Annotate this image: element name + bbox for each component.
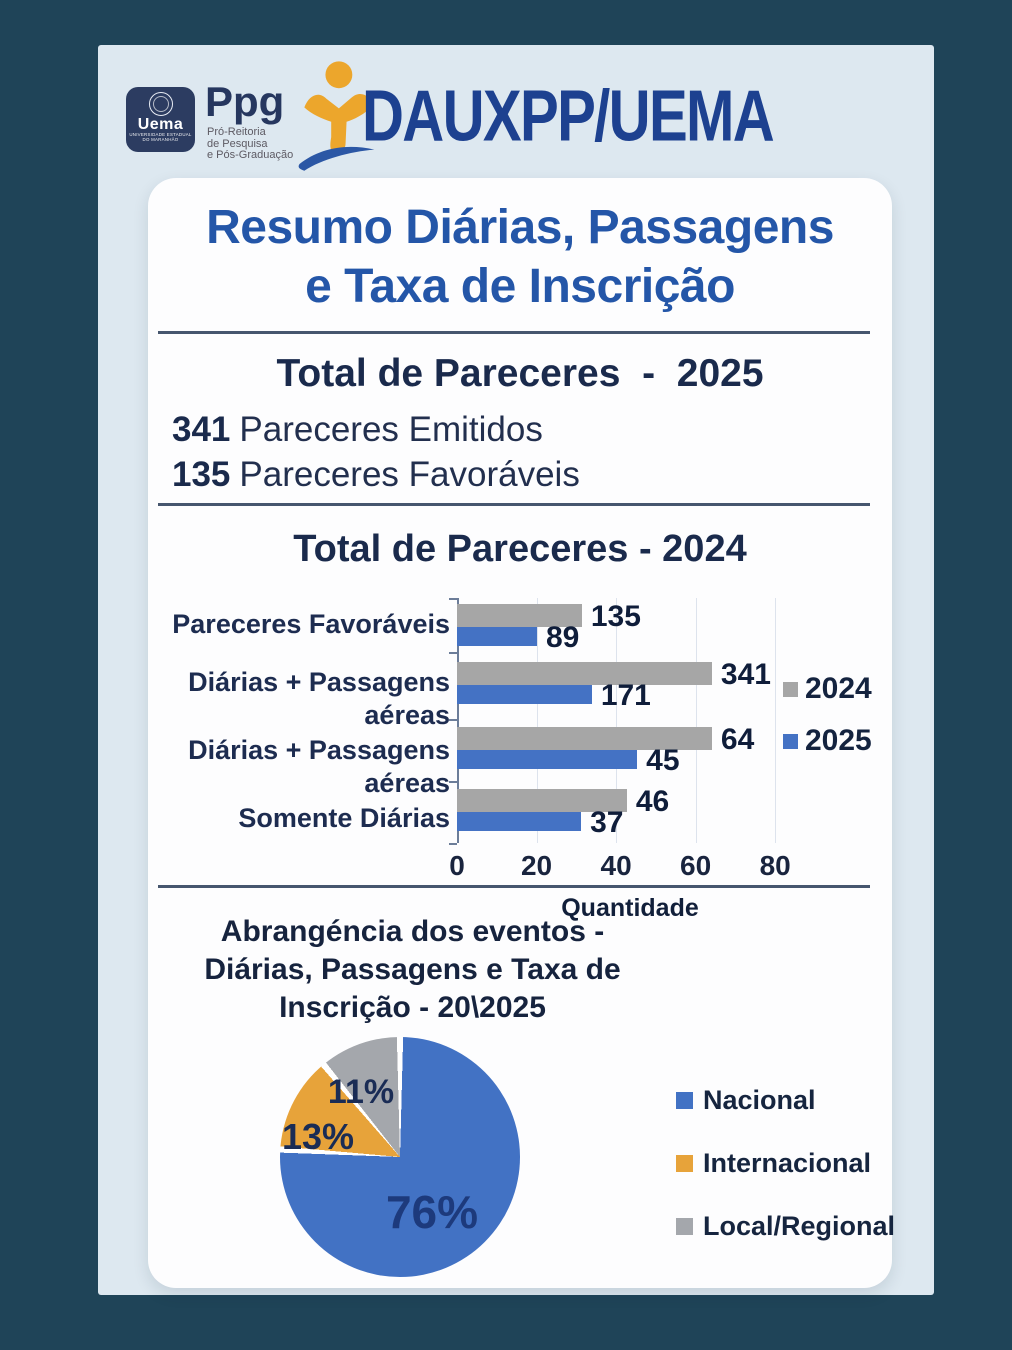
ppg-logo-title: Ppg [205,78,285,125]
x-axis-tick-label: 80 [759,850,791,881]
stat-value: 341 [172,410,231,449]
bar-category-label-line: Diárias + Passagens [188,735,450,765]
bar-value-label: 46 [635,784,670,818]
bar-value-label: 89 [545,620,580,654]
pie-legend-item-2 [676,1211,895,1242]
section-divider [158,503,870,506]
uema-seal-icon [149,92,173,116]
poster-title-line2: e Taxa de Inscrição [305,260,735,313]
x-axis-title: Quantidade [561,894,699,922]
ppg-subtitle-line: de Pesquisa [207,137,268,150]
poster-title-line1: Resumo Diárias, Passagens [206,201,834,254]
bar-category-label [150,608,450,641]
pie-legend-item-1 [676,1148,871,1179]
y-axis-tickmark [449,781,457,783]
bar-value-label: 135 [590,599,641,633]
bar-category-label [150,802,450,835]
stat-pareceres-favoraveis [172,455,580,495]
pie-chart-title-line2: Diárias, Passagens e Taxa de [204,953,621,986]
bar-value-label: 64 [720,722,755,756]
bar-2024-1 [457,662,712,685]
heading-total-pareceres-2024: Total de Pareceres - 2024 [293,528,747,570]
x-axis-tick-label: 0 [449,850,465,881]
stat-pareceres-emitidos [172,410,543,450]
pie-chart-title [150,913,675,1027]
bar-category-label-line: Diárias + Passagens [188,667,450,697]
legend-swatch [783,734,798,749]
pie-chart-title-line1: Abrangéncia dos eventos - [220,915,605,948]
bar-value-label: 341 [720,657,771,691]
legend-swatch [676,1092,693,1109]
bar-category-label [150,666,450,732]
x-axis-tick-label: 20 [520,850,553,881]
uema-logo-subtitle-line2: DO MARANHÃO [142,137,179,143]
legend-label: 2025 [805,724,872,757]
stat-label: Pareceres Favoráveis [239,455,580,494]
pie-chart [280,1037,520,1277]
section-divider [158,331,870,334]
ppg-logo-subtitle [207,127,293,162]
bar-chart-gridline [775,598,776,843]
pie-percent-label-local-regional: 11% [327,1073,395,1111]
legend-swatch [676,1218,693,1235]
x-axis-tick-label: 60 [680,850,712,881]
legend-label: Local/Regional [703,1211,896,1241]
uema-logo [126,87,195,152]
bar-legend-item-2024 [783,672,872,706]
poster-title [168,198,872,316]
x-axis-tick-label: 40 [600,850,632,881]
heading-total-pareceres-2025: Total de Pareceres - 2025 [276,352,764,395]
bar-value-label: 37 [590,805,624,839]
section-divider [158,885,870,888]
bar-2025-0 [457,627,537,646]
y-axis-tickmark [449,843,457,845]
legend-label: Internacional [703,1148,872,1178]
stat-value: 135 [172,455,231,494]
bar-value-label: 45 [646,743,680,777]
bar-category-label-line: aéreas [364,700,450,730]
ppg-subtitle-line: Pró-Reitoria [207,126,266,138]
y-axis-tickmark [449,719,457,721]
pie-chart-title-line3: Inscrição - 20\2025 [279,991,546,1024]
bar-category-label-line: aéreas [364,768,450,798]
y-axis-tickmark [449,598,457,600]
pie-percent-label-nacional: 76% [385,1186,479,1238]
pie-legend-item-0 [676,1085,816,1116]
legend-label: Nacional [703,1085,816,1115]
uema-logo-name: Uema [137,116,184,133]
legend-swatch [676,1155,693,1172]
pie-percent-label-internacional: 13% [281,1116,355,1157]
bar-chart-gridline [696,598,697,843]
legend-label: 2024 [805,672,872,705]
bar-2025-3 [457,812,581,831]
bar-2025-1 [457,685,592,704]
bar-legend-item-2025 [783,724,872,758]
brand-title: DAUXPP/UEMA [362,75,774,157]
stat-label: Pareceres Emitidos [239,410,543,449]
legend-swatch [783,682,798,697]
bar-2025-2 [457,750,637,769]
bar-category-label-line: Somente Diárias [238,803,450,833]
bar-category-label-line: Pareceres Favoráveis [172,609,450,639]
ppg-subtitle-line: e Pós-Graduação [207,149,294,161]
y-axis-tickmark [449,652,457,654]
bar-value-label: 171 [600,678,651,712]
uema-logo-subtitle-line1: UNIVERSIDADE ESTADUAL [129,132,192,137]
bar-category-label [150,734,450,800]
